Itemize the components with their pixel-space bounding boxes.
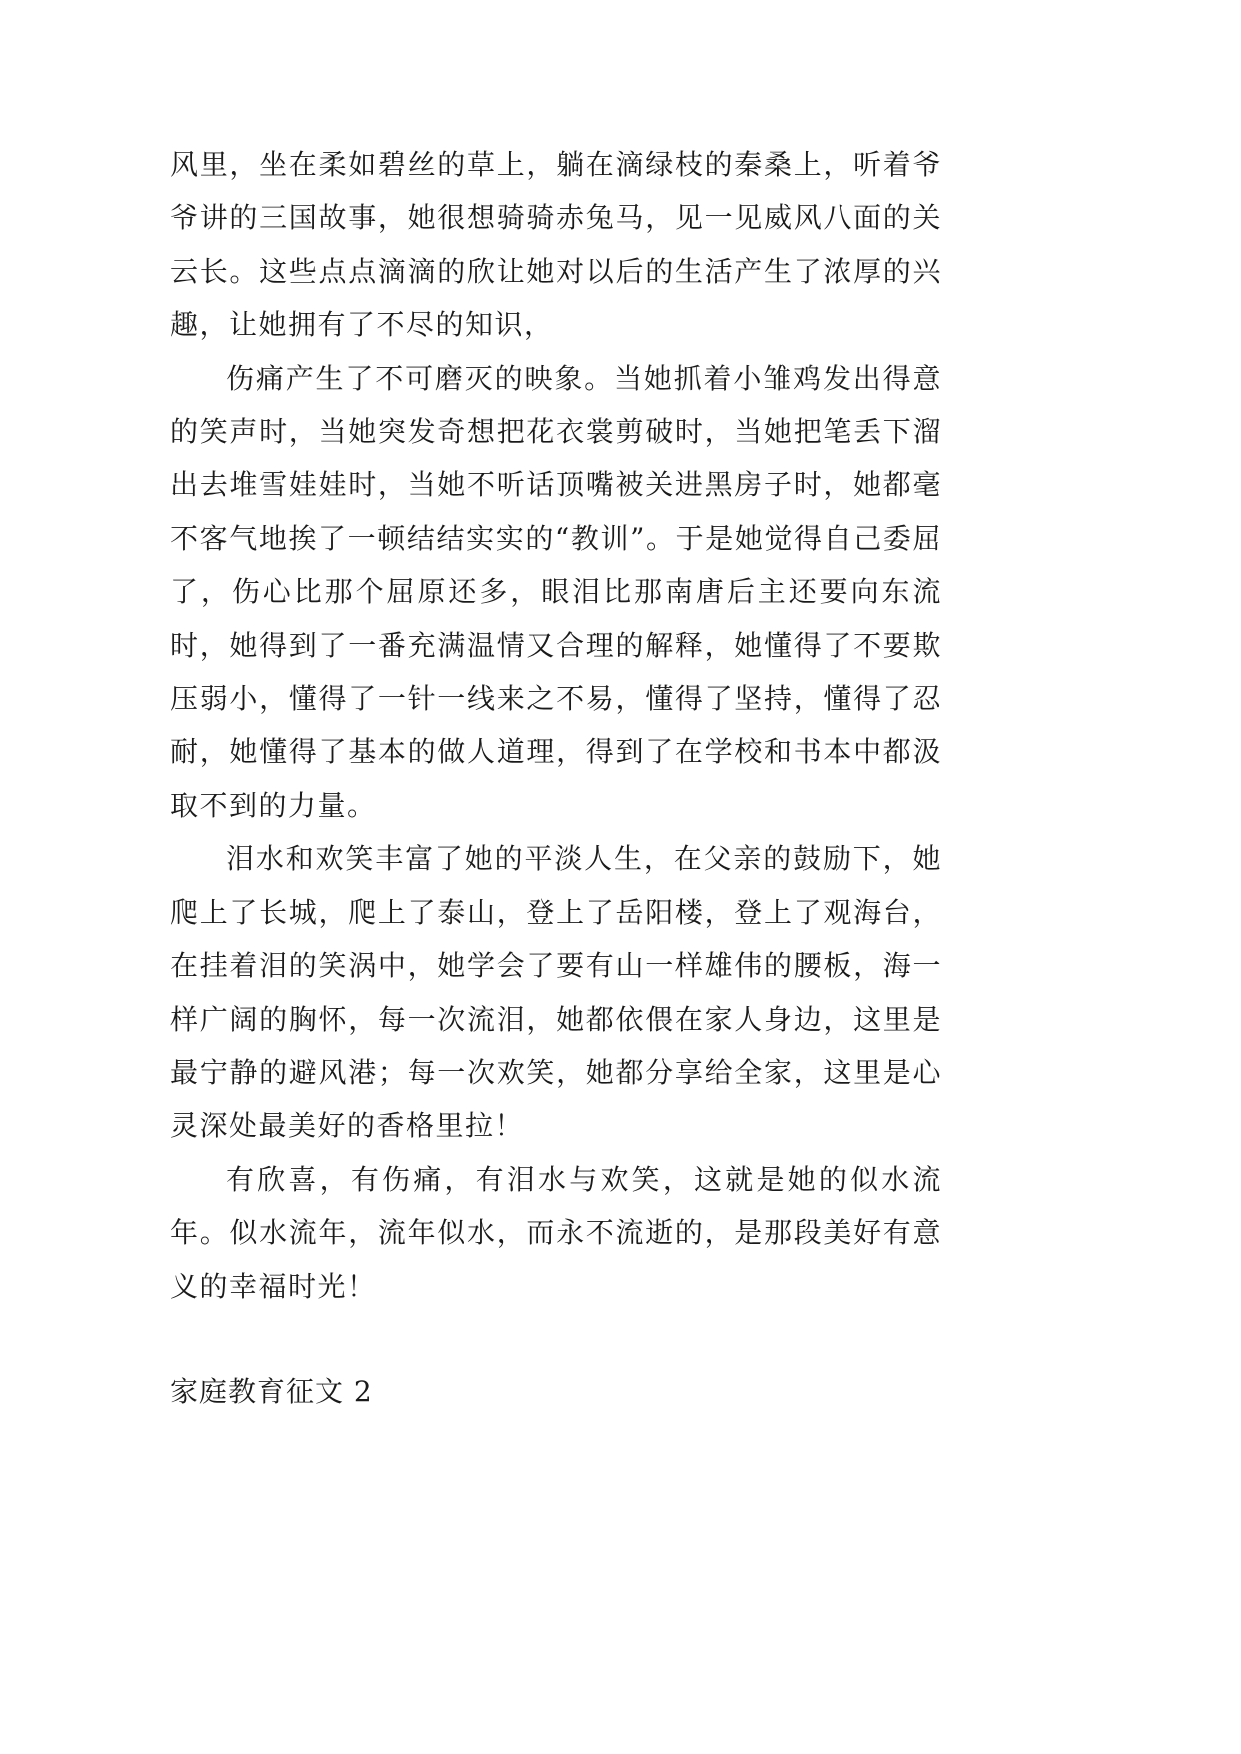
article-body bbox=[170, 138, 942, 1313]
paragraph-2: 伤痛产生了不可磨灭的映象。当她抓着小雏鸡发出得意的笑声时，当她突发奇想把花衣裳剪破时，当她把笔丢下溜出去堆雪娃娃时，当她不听话顶嘴被关进黑房子时，她都毫不客气地挨了一顿结结实实的“教训”。于是她觉得自己委屈了，伤心比那个屈原还多，眼泪比那南唐后主还要向东流时，她得到了一番充满温情又合理的解释，她懂得了不要欺压弱小，懂得了一针一线来之不易，懂得了坚持，懂得了忍耐，她懂得了基本的做人道理，得到了在学校和书本中都汲取不到的力量。 bbox=[170, 361, 942, 822]
paragraph-3: 泪水和欢笑丰富了她的平淡人生，在父亲的鼓励下，她爬上了长城，爬上了泰山，登上了岳阳楼，登上了观海台，在挂着泪的笑涡中，她学会了要有山一样雄伟的腰板，海一样广阔的胸怀，每一次流泪，她都依偎在家人身边，这里是最宁静的避风港；每一次欢笑，她都分享给全家，这里是心灵深处最美好的香格里拉！ bbox=[170, 842, 942, 1143]
paragraph-1: 风里，坐在柔如碧丝的草上，躺在滴绿枝的秦桑上，听着爷爷讲的三国故事，她很想骑骑赤兔马，见一见威风八面的关云长。这些点点滴滴的欣让她对以后的生活产生了浓厚的兴趣，让她拥有了不尽的知识， bbox=[170, 148, 942, 342]
paragraph-4: 有欣喜，有伤痛，有泪水与欢笑，这就是她的似水流年。似水流年，流年似水，而永不流逝的，是那段美好有意义的幸福时光！ bbox=[170, 1162, 942, 1303]
section-heading: 家庭教育征文 2 bbox=[170, 1375, 373, 1408]
